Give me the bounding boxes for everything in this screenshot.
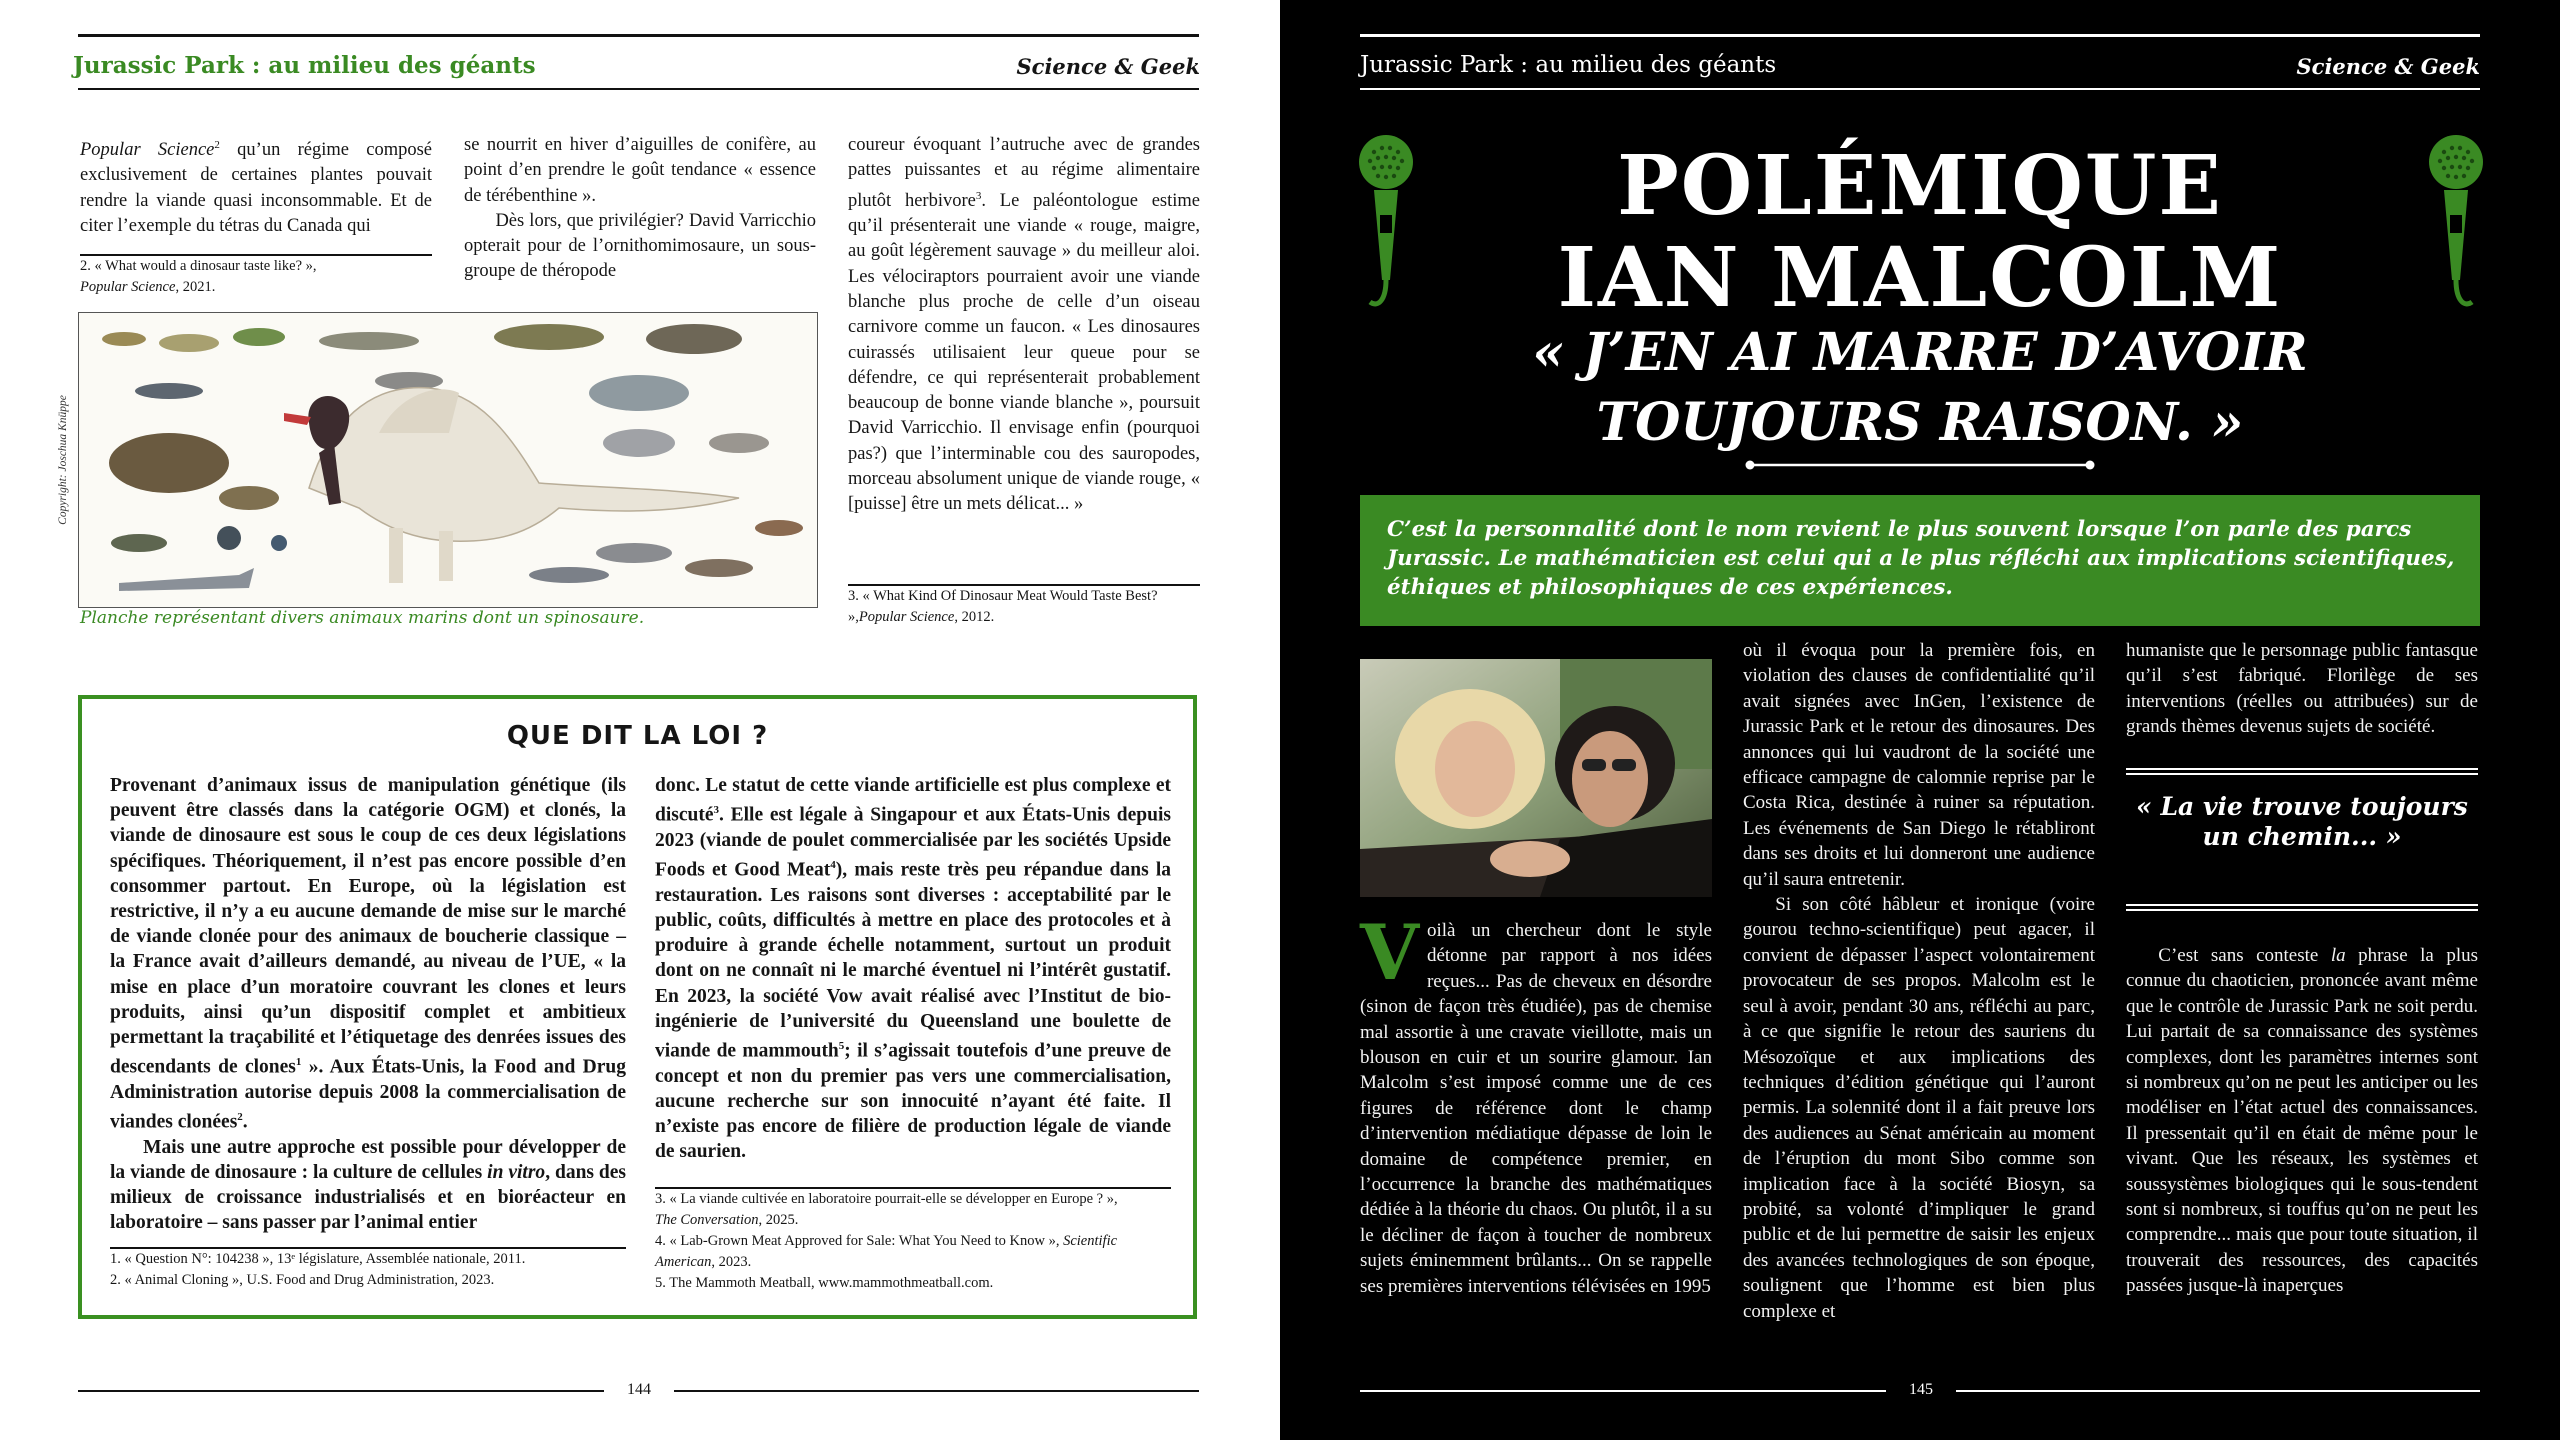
footnote-3: 3. « La viande cultivée en laboratoire pourrait-elle se développer en Europe ? », The Conversation, 2025. (655, 1191, 1118, 1228)
header-section: Science & Geek (2296, 54, 2480, 79)
quote-line-2: TOUJOURS RAISON. » (1596, 392, 2244, 453)
paragraph-text: . Le paléontologue estime qu’il présenterait une viande « rouge, maigre, au goût légèrement sauvage » du meilleur aloi. Les vélociraptors pourraient avoir une viande blanche plus proche de celle d’un oiseau carnivore comme un faucon. « Les dinosaures cuirassés utilisaient leur queue pour se défendre, ce qui représenterait probablement beaucoup de bonne viande blanche », poursuit David Varricchio. Il envisage enfin (pourquoi pas?) que l’interminable cou des sauropodes, morceau absolument unique de viande rouge, « [puisse] être un mets délicat... » (848, 190, 1200, 515)
law-column-1 (110, 773, 626, 1236)
footnote-ref: 5 (838, 1040, 845, 1053)
law-footnotes-left (110, 1247, 626, 1291)
footnote-2 (80, 254, 432, 298)
pullquote-rule-bottom (2126, 904, 2478, 906)
footnote-year: , 2021. (175, 279, 216, 295)
intro-text: C’est la personnalité dont le nom revient le plus souvent lorsque l’on parle des parcs Jurassic. Le mathématicien est celui qui a le plus réfléchi aux implications scientifiques, éthiques et philosophiques de ces expériences. (1387, 517, 2455, 600)
pullquote-rule-top (2126, 768, 2478, 770)
title-divider (1740, 458, 2100, 472)
footnote-ref: 3 (975, 189, 982, 202)
right-page (1280, 0, 2560, 1440)
pullquote-rule-top-2 (2126, 773, 2478, 775)
article-column-3-top (2126, 638, 2478, 740)
intro-band (1360, 495, 2480, 626)
image-credit-text: Copyright: Joschua Knüppe (57, 395, 69, 525)
article-column-1 (80, 133, 432, 239)
paragraph: se nourrit en hiver d’aiguilles de conifère, au point d’en prendre le goût tendance « essence de térébenthine ». (464, 135, 816, 206)
footnote-5: 5. The Mammoth Meatball, www.mammothmeatball.com. (655, 1275, 994, 1291)
law-box-title: QUE DIT LA LOI ? (506, 721, 769, 751)
footnote-text: 2. « What would a dinosaur taste like? », (80, 258, 317, 274)
paragraph: humaniste que le personnage public fantasque qu’il s’est fabriqué. Florilège de ses interventions (réelles ou attribuées) sur de grands thèmes devenus sujets de société. (2126, 640, 2478, 738)
law-column-2 (655, 773, 1171, 1165)
law-sidebar-box (78, 695, 1197, 1319)
footnote-2: 2. « Animal Cloning », U.S. Food and Drug Administration, 2023. (110, 1272, 495, 1288)
paragraph-text: donc. Le statut de cette viande artificielle est plus complexe et discuté (655, 775, 1171, 826)
footnote-text: 3. « What Kind Of Dinosaur Meat Would Taste Best? », (848, 588, 1158, 625)
paragraph-text: coureur évoquant l’autruche avec de grandes pattes puissantes et au régime alimentaire plutôt herbivore (848, 135, 1200, 211)
footnote-4: 4. « Lab-Grown Meat Approved for Sale: What You Need to Know », Scientific American, 2023. (655, 1233, 1118, 1270)
title-quote (1280, 318, 2560, 458)
article-column-3-bottom (2126, 943, 2478, 1299)
image-credit (53, 310, 73, 610)
header-title: Jurassic Park : au milieu des géants (73, 52, 536, 79)
paragraph-text: ), mais reste très peu répandue dans la restauration. Les raisons sont diverses : acceptabilité par le public, coûts, difficultés à mettre en place des protocoles et à produire à grande échelle notamment, surtout un produit dont on ne connaît ni le marché éventuel ni l’intérêt gustatif. En 2023, la société Vow avait réalisé avec l’Institut de bio-ingénierie de l’université du Queensland une boulette de viande de mammouth (655, 859, 1172, 1062)
article-column-1 (1360, 908, 1712, 1299)
footnote-1: 1. « Question N°: 104238 », 13ᵉ législature, Assemblée nationale, 2011. (110, 1251, 526, 1267)
pull-quote (2126, 764, 2478, 924)
column-text: qu’un régime composé exclusivement de certaines plantes pouvait rendre la viande quasi inconsommable. Et de citer l’exemple du tétras du Canada qui (80, 140, 432, 237)
paragraph-text: C’est sans conteste (2158, 945, 2331, 966)
article-column-2 (1743, 638, 2095, 1324)
footnote-source: Popular Science (858, 609, 955, 625)
paragraph-text: Provenant d’animaux issus de manipulation génétique (ils peuvent être classés dans la catégorie OGM) et clonés, la viande de dinosaure est sous le coup de ces deux législations spécifiques. Théoriquement, il n’est pas encore possible d’en consommer partout. En Europe, où la législation est restrictive, il n’y a eu aucune demande de mise sur le marché de viande clonée pour des animaux de boucherie classique – la France avait d’ailleurs demandé, au niveau de l’UE, « la mise en place d’un moratoire couvrant les clones et leurs produits, ainsi qu’un dispositif complet et ambitieux permettant la traçabilité et l’étiquetage des denrées issues des descendants de clones (110, 775, 626, 1078)
footnote-3 (848, 584, 1200, 628)
source-name: Popular Science (80, 140, 215, 161)
title-line-1: POLÉMIQUE (1617, 138, 2223, 234)
quote-line-1: « J’EN AI MARRE D’AVOIR (1532, 322, 2308, 383)
footer-rule-left (1360, 1390, 1886, 1392)
header-top-rule (1360, 34, 2480, 37)
paragraph: où il évoqua pour la première fois, en violation des clauses de confidentialité qu’il avait signées avec InGen, l’existence de Jurassic Park et le retour des dinosaures. Des annonces qui lui vaudront de la société une efficace campagne de calomnie reprise par le Costa Rica, destinée à ruiner sa réputation. Les événements de San Diego le rétabliront dans ses droits et lui donneront une audience qu’il saura entretenir. (1743, 640, 2095, 890)
paragraph-text: oilà un chercheur dont le style détonne par rapport à nos idées reçues... Pas de cheveux en désordre (sinon de façon très étudiée), pas de chemise mal assortie à une cravate vieillotte, mais un blouson en cuir et un sourire glamour. Ian Malcolm s’est imposé comme une de ces figures de référence dont le champ d’intervention médiatique dépasse de loin le domaine de compétence premier, en l’occurrence la branche des mathématiques dédiée à la théorie du chaos. Ou plutôt, il a su le décliner de façon à toucher de nombreux sujets éminemment brûlants... On se rappelle ses premières interventions télévisées en 1995 (1360, 920, 1712, 1297)
article-column-2 (464, 133, 816, 285)
footnote-source: Popular Science (80, 279, 176, 295)
article-column-3 (848, 133, 1200, 518)
header-bottom-rule (1360, 88, 2480, 90)
paragraph: Dès lors, que privilégier? David Varricchio opterait pour de l’ornithomimosaure, un sous-groupe de théropode (464, 210, 816, 282)
page-number: 145 (1909, 1381, 1933, 1398)
figure-caption: Planche représentant divers animaux marins dont un spinosaure. (80, 608, 645, 628)
footnote-year: , 2012. (954, 609, 995, 625)
drop-cap: V (1360, 908, 1419, 997)
article-title (1280, 140, 2560, 324)
title-line-2: IAN MALCOLM (1557, 230, 2283, 326)
header-title: Jurassic Park : au milieu des géants (1360, 52, 1777, 78)
footnote-ref: 1 (295, 1056, 302, 1069)
pull-quote-text: « La vie trouve toujours un chemin... » (2136, 792, 2468, 851)
pullquote-rule-bottom-2 (2126, 909, 2478, 911)
paragraph-text: ; il s’agissait toutefois d’une preuve de concept et non du premier pas vers une commercialisation, aucune recherche sur son innocuité n’ayant été faite. Il n’existe pas encore de filière de production légale de viande de saurien. (655, 1040, 1171, 1163)
header-section: Science & Geek (1016, 54, 1200, 79)
paragraph-text: . Elle est légale à Singapour et aux États-Unis depuis 2023 (viande de poulet commercialisée par les sociétés Upside Foods et Good Meat (655, 804, 1171, 881)
footnote-ref: 4 (830, 859, 836, 872)
header-top-rule (78, 34, 1199, 37)
movie-still-photo (1360, 659, 1712, 897)
paragraph-text: ». Aux États-Unis, la Food and Drug Administration autorise depuis 2008 la commercialisation de viandes clonées (110, 1056, 626, 1133)
paragraph: Si son côté hâbleur et ironique (voire gourou techno-scientifique) peut agacer, il convient de dépasser l’aspect volontairement provocateur de ses propos. Malcolm est le seul à avoir, pendant 30 ans, réfléchi au parc, à ce que signifie le retour des sauriens du Mésozoïque et aux implications des techniques d’édition génétique qui l’auront permis. La solennité dont il a fait preuve lors des audiences au Sénat américain au moment de l’éruption du mont Sibo comme son implication face à la société Biosyn, sa probité, sa volonté d’impliquer le grand public et de lui permettre de saisir les enjeux des avancées technologiques de son époque, soulignent que l’homme est bien plus complexe et (1743, 894, 2095, 1322)
marine-animals-illustration (78, 312, 818, 608)
footnote-ref: 3 (713, 804, 719, 817)
paragraph-text: phrase la plus connue du chaoticien, prononcée avant même que le contrôle de Jurassic Park ne soit perdu. Lui partait de sa connaissance des systèmes complexes, dont les paramètres internes sont si nombreux qu’on ne peut les anticiper ou les modéliser en l’état actuel des connaissances. Il pressentait qu’il en était de même pour le vivant. Que les réseaux, les systèmes et soussystèmes biologiques qui le sous-tendent sont si nombreux, si touffus qu’on ne peut les comprendre... mais que pour toute situation, il trouverait des ressources, des capacités passées jusque-là inaperçues (2126, 945, 2478, 1297)
paragraph-text: Mais une autre approche est possible pour développer de la viande de dinosaure : la culture de cellules (110, 1136, 626, 1184)
law-footnotes-right (655, 1187, 1171, 1294)
footer-rule-left (78, 1390, 604, 1392)
footnote-ref: 2 (237, 1111, 243, 1124)
photo-illustration (1360, 659, 1712, 897)
paragraph-text: . (242, 1111, 248, 1133)
italic-word: la (2330, 945, 2346, 966)
footer-rule-right (1956, 1390, 2480, 1392)
footer-rule-right (674, 1390, 1199, 1392)
italic-term: in vitro (487, 1162, 546, 1184)
footnote-ref: 2 (214, 139, 220, 151)
marine-animals-plate (79, 313, 817, 607)
header-bottom-rule (78, 88, 1199, 90)
page-number: 144 (627, 1381, 651, 1398)
paragraph-text: , dans des milieux de croissance industrialisés et en bioréacteur en laboratoire – sans passer par l’animal entier (110, 1162, 627, 1234)
